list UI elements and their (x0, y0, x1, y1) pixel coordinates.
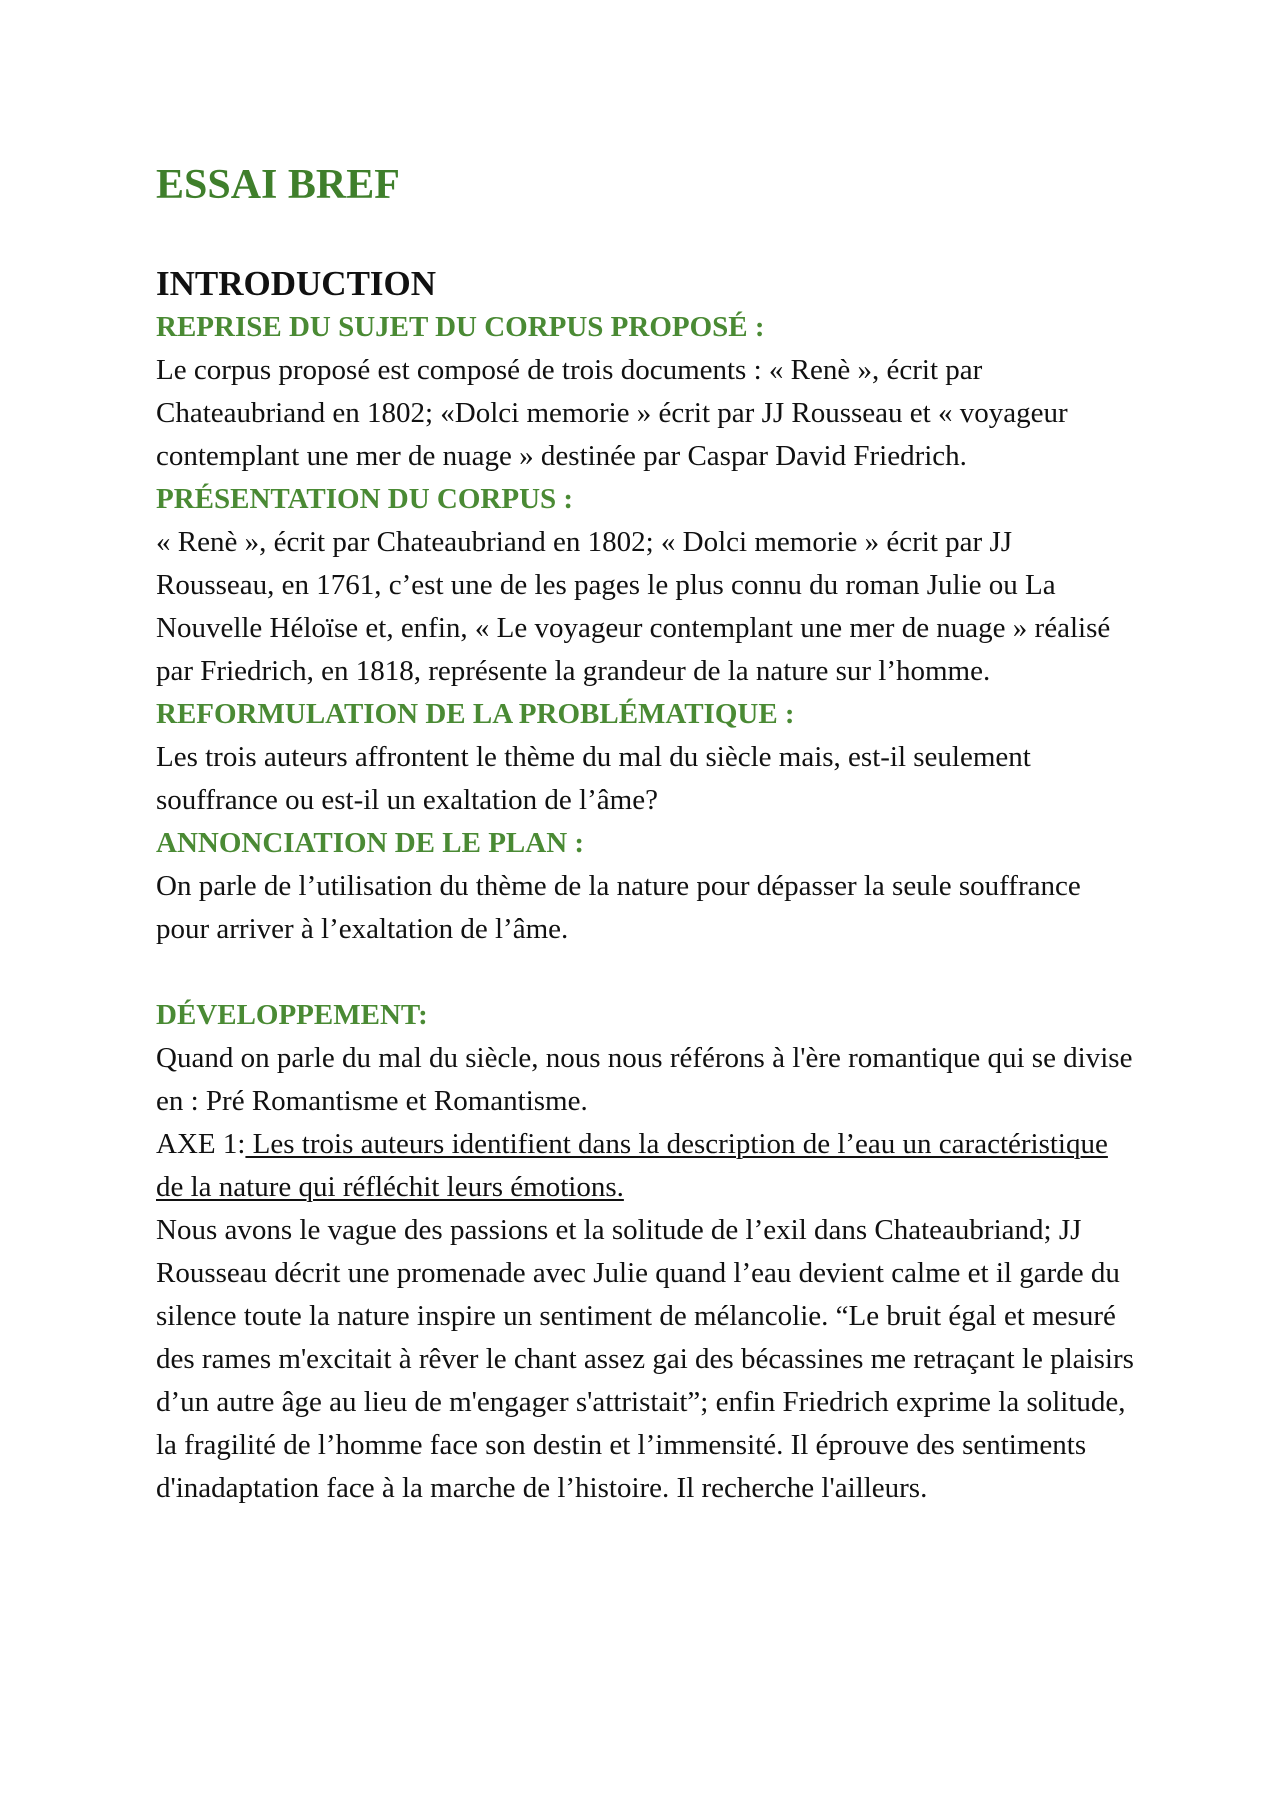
section-heading-plan: ANNONCIATION DE LE PLAN : (156, 827, 585, 860)
section-text-presentation: « Renè », écrit par Chateaubriand en 1802; « Dolci memorie » écrit par JJ Rousseau, en 1761, c’est une de les pages le plus connu du roman Julie ou La Nouvelle Héloïse et, enfin, « Le voyageur contemplant une mer de nuage » réalisé par Friedrich, en 1818, représente la grandeur de la nature sur l’homme. (156, 526, 1111, 688)
section-plan (156, 822, 1136, 951)
axis-line (156, 1123, 1136, 1209)
development-heading: DÉVELOPPEMENT: (156, 999, 428, 1032)
section-presentation (156, 478, 1136, 693)
section-text-plan: On parle de l’utilisation du thème de la nature pour dépasser la seule souffrance pour arriver à l’exaltation de l’âme. (156, 870, 1081, 946)
section-heading-presentation: PRÉSENTATION DU CORPUS : (156, 483, 574, 516)
axis-title: Les trois auteurs identifient dans la description de l’eau un caractéristique de la nature qui réfléchit leurs émotions. (156, 1128, 1108, 1204)
development-intro: Quand on parle du mal du siècle, nous nous référons à l'ère romantique qui se divise en : Pré Romantisme et Romantisme. (156, 1042, 1133, 1118)
section-text-problematique: Les trois auteurs affrontent le thème du mal du siècle mais, est-il seulement souffrance ou est-il un exaltation de l’âme? (156, 741, 1031, 817)
document-page (156, 150, 1136, 1510)
section-reprise (156, 306, 1136, 478)
section-text-reprise: Le corpus proposé est composé de trois documents : « Renè », écrit par Chateaubriand en 1802; «Dolci memorie » écrit par JJ Rousseau et « voyageur contemplant une mer de nuage » destinée par Caspar David Friedrich. (156, 354, 1068, 473)
document-title: ESSAI BREF (156, 162, 400, 208)
section-development (156, 994, 1136, 1510)
section-problematique (156, 693, 1136, 822)
section-heading-problematique: REFORMULATION DE LA PROBLÉMATIQUE : (156, 698, 795, 731)
development-body: Nous avons le vague des passions et la solitude de l’exil dans Chateaubriand; JJ Rousseau décrit une promenade avec Julie quand l’eau devient calme et il garde du silence toute la nature inspire un sentiment de mélancolie. “Le bruit égal et mesuré des rames m'excitait à rêver le chant assez gai des bécassines me retraçant le plaisirs d’un autre âge au lieu de m'engager s'attristait”; enfin Friedrich exprime la solitude, la fragilité de l’homme face son destin et l’immensité. Il éprouve des sentiments d'inadaptation face à la marche de l’histoire. Il recherche l'ailleurs. (156, 1214, 1134, 1505)
introduction-heading: INTRODUCTION (156, 264, 437, 304)
section-spacer (156, 951, 1136, 994)
axis-label: AXE 1: (156, 1128, 246, 1161)
section-heading-reprise: REPRISE DU SUJET DU CORPUS PROPOSÉ : (156, 311, 765, 344)
